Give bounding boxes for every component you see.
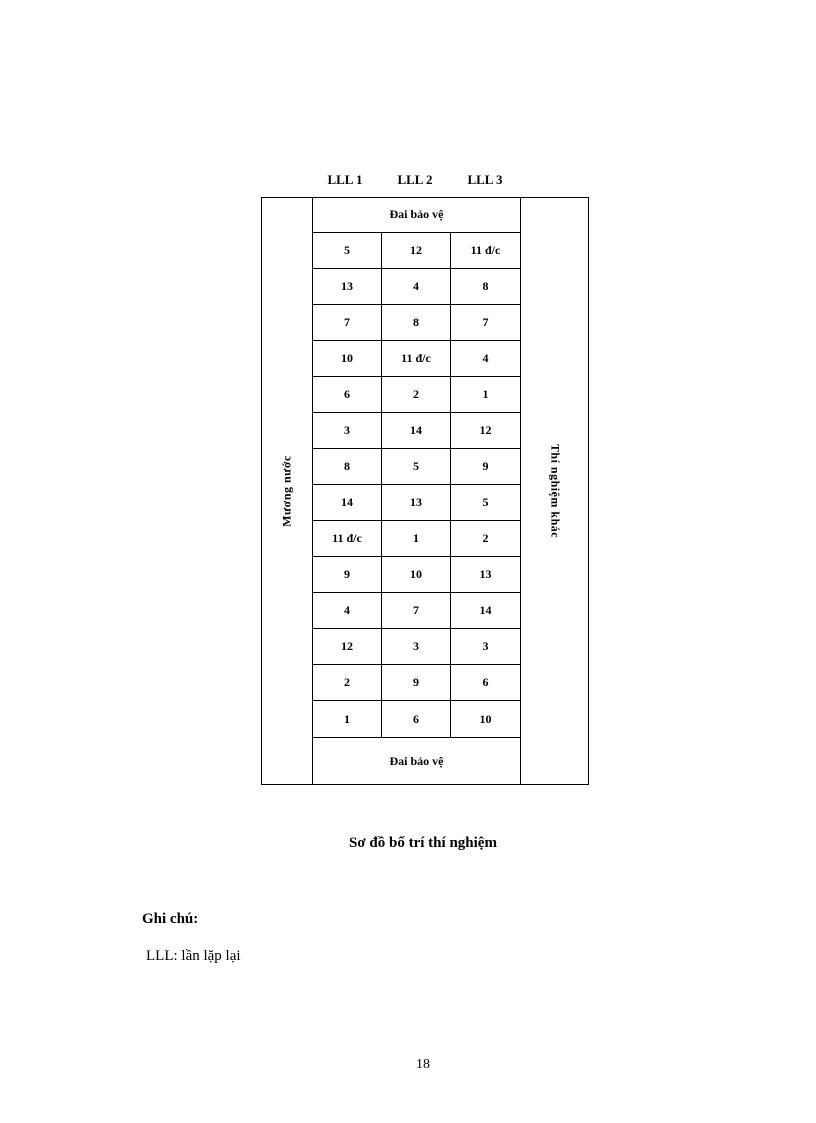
- plot-cell: 9: [382, 665, 451, 700]
- left-side-strip: [261, 197, 313, 785]
- plot-row: [313, 341, 520, 377]
- plot-cell: 3: [313, 413, 382, 448]
- plot-row: [313, 485, 520, 521]
- plot-row: [313, 269, 520, 305]
- plot-area: [313, 197, 520, 785]
- plot-row: [313, 557, 520, 593]
- page-number: 18: [416, 1057, 430, 1072]
- right-side-strip: [520, 197, 589, 785]
- left-side-label: Mương nước: [279, 455, 293, 527]
- bottom-protection-band: Đai bảo vệ: [313, 737, 520, 785]
- plot-cell: 14: [382, 413, 451, 448]
- plot-cell: 4: [382, 269, 451, 304]
- plot-row: [313, 521, 520, 557]
- note-text: LLL: lần lặp lại: [146, 948, 241, 964]
- plot-cell: 4: [482, 351, 489, 365]
- plot-row: [313, 665, 520, 701]
- plot-cell: 5: [313, 233, 382, 268]
- plot-cell: 1: [382, 521, 451, 556]
- plot-cell: 13: [382, 485, 451, 520]
- plot-cell: 1: [313, 701, 382, 737]
- plot-cell: 6: [313, 377, 382, 412]
- plot-row: [313, 629, 520, 665]
- plot-cell: 3: [482, 639, 489, 653]
- column-header-3: LLL 3: [467, 172, 503, 187]
- plot-cell: 9: [482, 459, 489, 473]
- plot-cell: 2: [313, 665, 382, 700]
- plot-row: [313, 701, 520, 737]
- plot-cell: 7: [482, 315, 489, 329]
- plot-cell: 3: [382, 629, 451, 664]
- plot-cell: 10: [313, 341, 382, 376]
- plot-cell: 12: [382, 233, 451, 268]
- column-header-2: LLL 2: [397, 172, 433, 187]
- plot-cell: 10: [382, 557, 451, 592]
- top-protection-band: Đai bảo vệ: [313, 197, 520, 233]
- plot-cell: 14: [313, 485, 382, 520]
- plot-row: [313, 305, 520, 341]
- diagram-caption: Sơ đồ bố trí thí nghiệm: [349, 835, 497, 851]
- plot-cell: 1: [482, 387, 489, 401]
- experiment-layout-diagram: [261, 197, 589, 785]
- plot-cell: 7: [313, 305, 382, 340]
- plot-row: [313, 233, 520, 269]
- plot-row: [313, 593, 520, 629]
- right-side-label: Thí nghiệm khác: [548, 443, 563, 539]
- plot-grid: [313, 233, 520, 737]
- plot-cell: 11 đ/c: [470, 243, 501, 257]
- plot-cell: 13: [479, 567, 492, 581]
- plot-cell: 12: [313, 629, 382, 664]
- plot-cell: 10: [479, 711, 492, 726]
- plot-cell: 7: [382, 593, 451, 628]
- plot-cell: 8: [313, 449, 382, 484]
- plot-cell: 9: [313, 557, 382, 592]
- plot-cell: 13: [313, 269, 382, 304]
- note-title: Ghi chú:: [142, 911, 199, 927]
- plot-row: [313, 377, 520, 413]
- plot-row: [313, 449, 520, 485]
- plot-cell: 2: [482, 531, 489, 545]
- plot-cell: 11 đ/c: [382, 341, 451, 376]
- plot-row: [313, 413, 520, 449]
- plot-cell: 8: [382, 305, 451, 340]
- plot-cell: 2: [382, 377, 451, 412]
- plot-cell: 6: [382, 701, 451, 737]
- plot-cell: 5: [382, 449, 451, 484]
- plot-cell: 11 đ/c: [313, 521, 382, 556]
- column-headers: [310, 172, 520, 190]
- plot-cell: 6: [482, 675, 489, 689]
- plot-cell: 8: [482, 279, 489, 293]
- plot-cell: 4: [313, 593, 382, 628]
- plot-cell: 12: [479, 423, 492, 437]
- plot-cell: 5: [482, 495, 489, 509]
- column-header-1: LLL 1: [327, 172, 363, 187]
- plot-cell: 14: [479, 603, 492, 617]
